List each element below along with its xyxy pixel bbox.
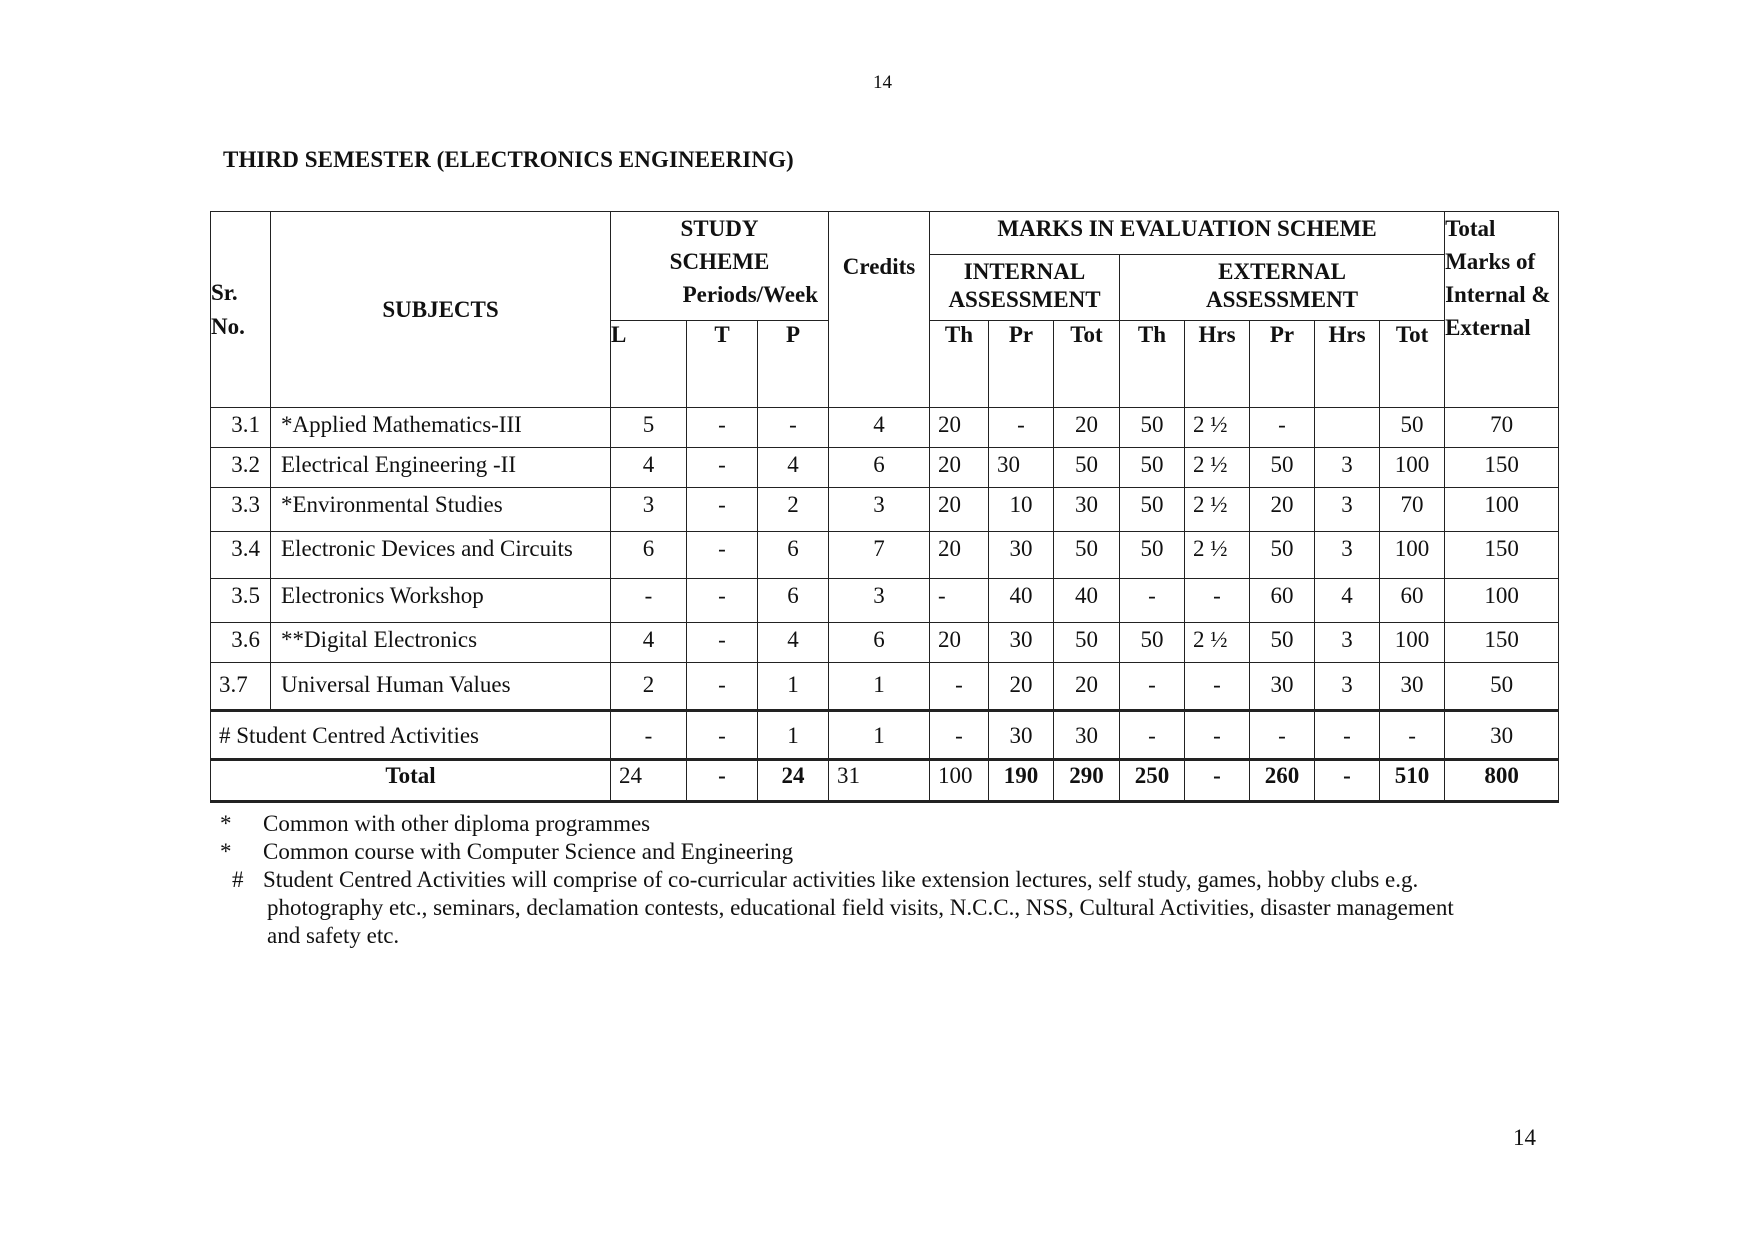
int-tot-cell: 20	[1054, 408, 1120, 448]
t-cell: -	[687, 448, 758, 488]
int-pr-cell: 30	[989, 711, 1054, 760]
ext-th-cell: 50	[1120, 532, 1185, 579]
study-scheme-header: STUDY SCHEME Periods/Week	[611, 212, 829, 321]
sr-cell: 3.2	[211, 448, 271, 488]
footnote-continuation: and safety etc.	[267, 923, 400, 948]
col-header-ext-pr-hrs: Hrs	[1315, 321, 1380, 408]
subject-cell: Universal Human Values	[271, 663, 611, 711]
page-title: THIRD SEMESTER (ELECTRONICS ENGINEERING)	[223, 147, 794, 172]
int-pr-cell: 30	[989, 623, 1054, 663]
ext-th-cell: 50	[1120, 448, 1185, 488]
p-cell: 6	[758, 532, 829, 579]
col-header-ext-th: Th	[1120, 321, 1185, 408]
ext-pr-cell: -	[1250, 408, 1315, 448]
sr-cell: 3.1	[211, 408, 271, 448]
sr-cell: 3.7	[211, 663, 271, 711]
ext-tot-cell: 510	[1380, 760, 1445, 802]
footnote	[220, 810, 1454, 838]
ext-th-hrs-cell: 2 ½	[1185, 408, 1250, 448]
int-th-cell: 100	[930, 760, 989, 802]
int-th-cell: 20	[930, 408, 989, 448]
ext-pr-hrs-cell: -	[1315, 711, 1380, 760]
header-row-1	[211, 212, 1559, 255]
int-tot-cell: 20	[1054, 663, 1120, 711]
ext-pr-cell: 260	[1250, 760, 1315, 802]
int-pr-cell: -	[989, 408, 1054, 448]
credits-cell: 6	[829, 623, 930, 663]
p-cell: 4	[758, 448, 829, 488]
ext-pr-cell: 50	[1250, 448, 1315, 488]
int-th-cell: 20	[930, 623, 989, 663]
ext-pr-hrs-cell: 3	[1315, 488, 1380, 532]
credits-cell: 7	[829, 532, 930, 579]
ext-pr-hrs-cell: 3	[1315, 448, 1380, 488]
ext-pr-hrs-cell	[1315, 408, 1380, 448]
table-row	[211, 408, 1559, 448]
int-th-cell: -	[930, 579, 989, 623]
subject-cell: Electronic Devices and Circuits	[271, 532, 611, 579]
footnote	[220, 866, 1454, 894]
total-cell: 100	[1445, 488, 1559, 532]
l-cell: 4	[611, 448, 687, 488]
int-tot-cell: 40	[1054, 579, 1120, 623]
col-header-int-pr: Pr	[989, 321, 1054, 408]
ext-tot-cell: 100	[1380, 623, 1445, 663]
ext-tot-cell: 50	[1380, 408, 1445, 448]
marks-evaluation-header: MARKS IN EVALUATION SCHEME	[930, 212, 1445, 255]
ext-pr-cell: 60	[1250, 579, 1315, 623]
p-cell: 6	[758, 579, 829, 623]
footnotes	[220, 810, 1454, 950]
t-cell: -	[687, 623, 758, 663]
total-label: Total	[211, 760, 611, 802]
credits-cell: 6	[829, 448, 930, 488]
int-th-cell: -	[930, 711, 989, 760]
col-header-t: T	[687, 321, 758, 408]
int-pr-cell: 190	[989, 760, 1054, 802]
t-cell: -	[687, 711, 758, 760]
ext-pr-hrs-cell: 3	[1315, 663, 1380, 711]
sr-cell: 3.4	[211, 532, 271, 579]
evaluation-scheme-table	[210, 211, 1559, 803]
col-header-ext-hrs: Hrs	[1185, 321, 1250, 408]
ext-th-hrs-cell: -	[1185, 579, 1250, 623]
ext-tot-cell: 70	[1380, 488, 1445, 532]
total-cell: 30	[1445, 711, 1559, 760]
table-row	[211, 579, 1559, 623]
footnote-text: Common with other diploma programmes	[263, 811, 651, 836]
external-assessment-header: EXTERNAL ASSESSMENT	[1120, 255, 1445, 321]
int-tot-cell: 30	[1054, 711, 1120, 760]
subjects-header: SUBJECTS	[271, 212, 611, 408]
col-header-ext-pr: Pr	[1250, 321, 1315, 408]
page-number-bottom: 14	[1513, 1125, 1536, 1150]
l-cell: -	[611, 579, 687, 623]
ext-th-cell: -	[1120, 711, 1185, 760]
t-cell: -	[687, 663, 758, 711]
ext-th-cell: 50	[1120, 408, 1185, 448]
t-cell: -	[687, 532, 758, 579]
subject-cell: **Digital Electronics	[271, 623, 611, 663]
footnote-mark: #	[232, 867, 244, 892]
total-cell: 150	[1445, 448, 1559, 488]
total-row	[211, 760, 1559, 802]
subject-cell: Electrical Engineering -II	[271, 448, 611, 488]
subject-cell: Electronics Workshop	[271, 579, 611, 623]
total-cell: 150	[1445, 532, 1559, 579]
ext-pr-cell: 20	[1250, 488, 1315, 532]
col-header-ext-tot: Tot	[1380, 321, 1445, 408]
credits-cell: 3	[829, 488, 930, 532]
ext-th-hrs-cell: 2 ½	[1185, 532, 1250, 579]
int-tot-cell: 290	[1054, 760, 1120, 802]
ext-pr-cell: -	[1250, 711, 1315, 760]
int-pr-cell: 40	[989, 579, 1054, 623]
col-header-p: P	[758, 321, 829, 408]
col-header-int-tot: Tot	[1054, 321, 1120, 408]
int-pr-cell: 20	[989, 663, 1054, 711]
int-tot-cell: 50	[1054, 623, 1120, 663]
footnote-mark: *	[220, 811, 232, 836]
l-cell: -	[611, 711, 687, 760]
p-cell: 4	[758, 623, 829, 663]
ext-th-cell: 50	[1120, 623, 1185, 663]
internal-assessment-header: INTERNAL ASSESSMENT	[930, 255, 1120, 321]
l-cell: 4	[611, 623, 687, 663]
credits-header: Credits	[829, 212, 930, 408]
ext-pr-hrs-cell: 3	[1315, 532, 1380, 579]
credits-cell: 31	[829, 760, 930, 802]
p-cell: 2	[758, 488, 829, 532]
p-cell: 1	[758, 663, 829, 711]
ext-th-cell: -	[1120, 579, 1185, 623]
t-cell: -	[687, 408, 758, 448]
total-cell: 50	[1445, 663, 1559, 711]
l-cell: 5	[611, 408, 687, 448]
total-cell: 70	[1445, 408, 1559, 448]
footnote	[220, 838, 1454, 866]
ext-th-hrs-cell: -	[1185, 663, 1250, 711]
subject-cell: *Environmental Studies	[271, 488, 611, 532]
ext-th-cell: 50	[1120, 488, 1185, 532]
t-cell: -	[687, 488, 758, 532]
int-tot-cell: 50	[1054, 448, 1120, 488]
p-cell: 1	[758, 711, 829, 760]
int-th-cell: 20	[930, 532, 989, 579]
total-cell: 800	[1445, 760, 1559, 802]
footnote-text: Student Centred Activities will comprise of co-curricular activities like extension lectures, self study, games, hobby clubs e.g.	[263, 867, 1419, 892]
l-cell: 6	[611, 532, 687, 579]
int-th-cell: -	[930, 663, 989, 711]
int-pr-cell: 30	[989, 448, 1054, 488]
credits-cell: 1	[829, 711, 930, 760]
activities-label: # Student Centred Activities	[211, 711, 611, 760]
sr-no-header: Sr. No.	[211, 212, 271, 408]
ext-pr-hrs-cell: 3	[1315, 623, 1380, 663]
p-cell: 24	[758, 760, 829, 802]
ext-th-cell: -	[1120, 663, 1185, 711]
total-cell: 150	[1445, 623, 1559, 663]
footnote-text: Common course with Computer Science and Engineering	[263, 839, 794, 864]
ext-tot-cell: 100	[1380, 532, 1445, 579]
credits-cell: 4	[829, 408, 930, 448]
ext-pr-hrs-cell: 4	[1315, 579, 1380, 623]
ext-tot-cell: 100	[1380, 448, 1445, 488]
footnote-continuation: photography etc., seminars, declamation contests, educational field visits, N.C.C., NSS, Cultural Activities, disaster management	[267, 895, 1454, 920]
int-pr-cell: 10	[989, 488, 1054, 532]
ext-pr-cell: 50	[1250, 532, 1315, 579]
ext-th-hrs-cell: 2 ½	[1185, 448, 1250, 488]
sr-cell: 3.5	[211, 579, 271, 623]
footnote-mark: *	[220, 839, 232, 864]
t-cell: -	[687, 760, 758, 802]
ext-pr-cell: 50	[1250, 623, 1315, 663]
ext-pr-cell: 30	[1250, 663, 1315, 711]
sr-cell: 3.3	[211, 488, 271, 532]
table-row	[211, 532, 1559, 579]
table-row	[211, 623, 1559, 663]
p-cell: -	[758, 408, 829, 448]
ext-th-cell: 250	[1120, 760, 1185, 802]
t-cell: -	[687, 579, 758, 623]
table-row	[211, 663, 1559, 711]
table-row	[211, 448, 1559, 488]
credits-cell: 1	[829, 663, 930, 711]
col-header-l: L	[611, 321, 687, 408]
ext-tot-cell: -	[1380, 711, 1445, 760]
activities-row	[211, 711, 1559, 760]
ext-th-hrs-cell: -	[1185, 760, 1250, 802]
subject-cell: *Applied Mathematics-III	[271, 408, 611, 448]
col-header-int-th: Th	[930, 321, 989, 408]
ext-pr-hrs-cell: -	[1315, 760, 1380, 802]
int-th-cell: 20	[930, 448, 989, 488]
ext-tot-cell: 30	[1380, 663, 1445, 711]
int-tot-cell: 50	[1054, 532, 1120, 579]
table-row	[211, 488, 1559, 532]
total-cell: 100	[1445, 579, 1559, 623]
page-number-top: 14	[873, 72, 892, 93]
int-tot-cell: 30	[1054, 488, 1120, 532]
l-cell: 3	[611, 488, 687, 532]
credits-cell: 3	[829, 579, 930, 623]
ext-th-hrs-cell: 2 ½	[1185, 623, 1250, 663]
l-cell: 24	[611, 760, 687, 802]
ext-th-hrs-cell: 2 ½	[1185, 488, 1250, 532]
ext-th-hrs-cell: -	[1185, 711, 1250, 760]
l-cell: 2	[611, 663, 687, 711]
ext-tot-cell: 60	[1380, 579, 1445, 623]
int-pr-cell: 30	[989, 532, 1054, 579]
total-marks-header: Total Marks of Internal & External	[1445, 212, 1559, 408]
sr-cell: 3.6	[211, 623, 271, 663]
int-th-cell: 20	[930, 488, 989, 532]
